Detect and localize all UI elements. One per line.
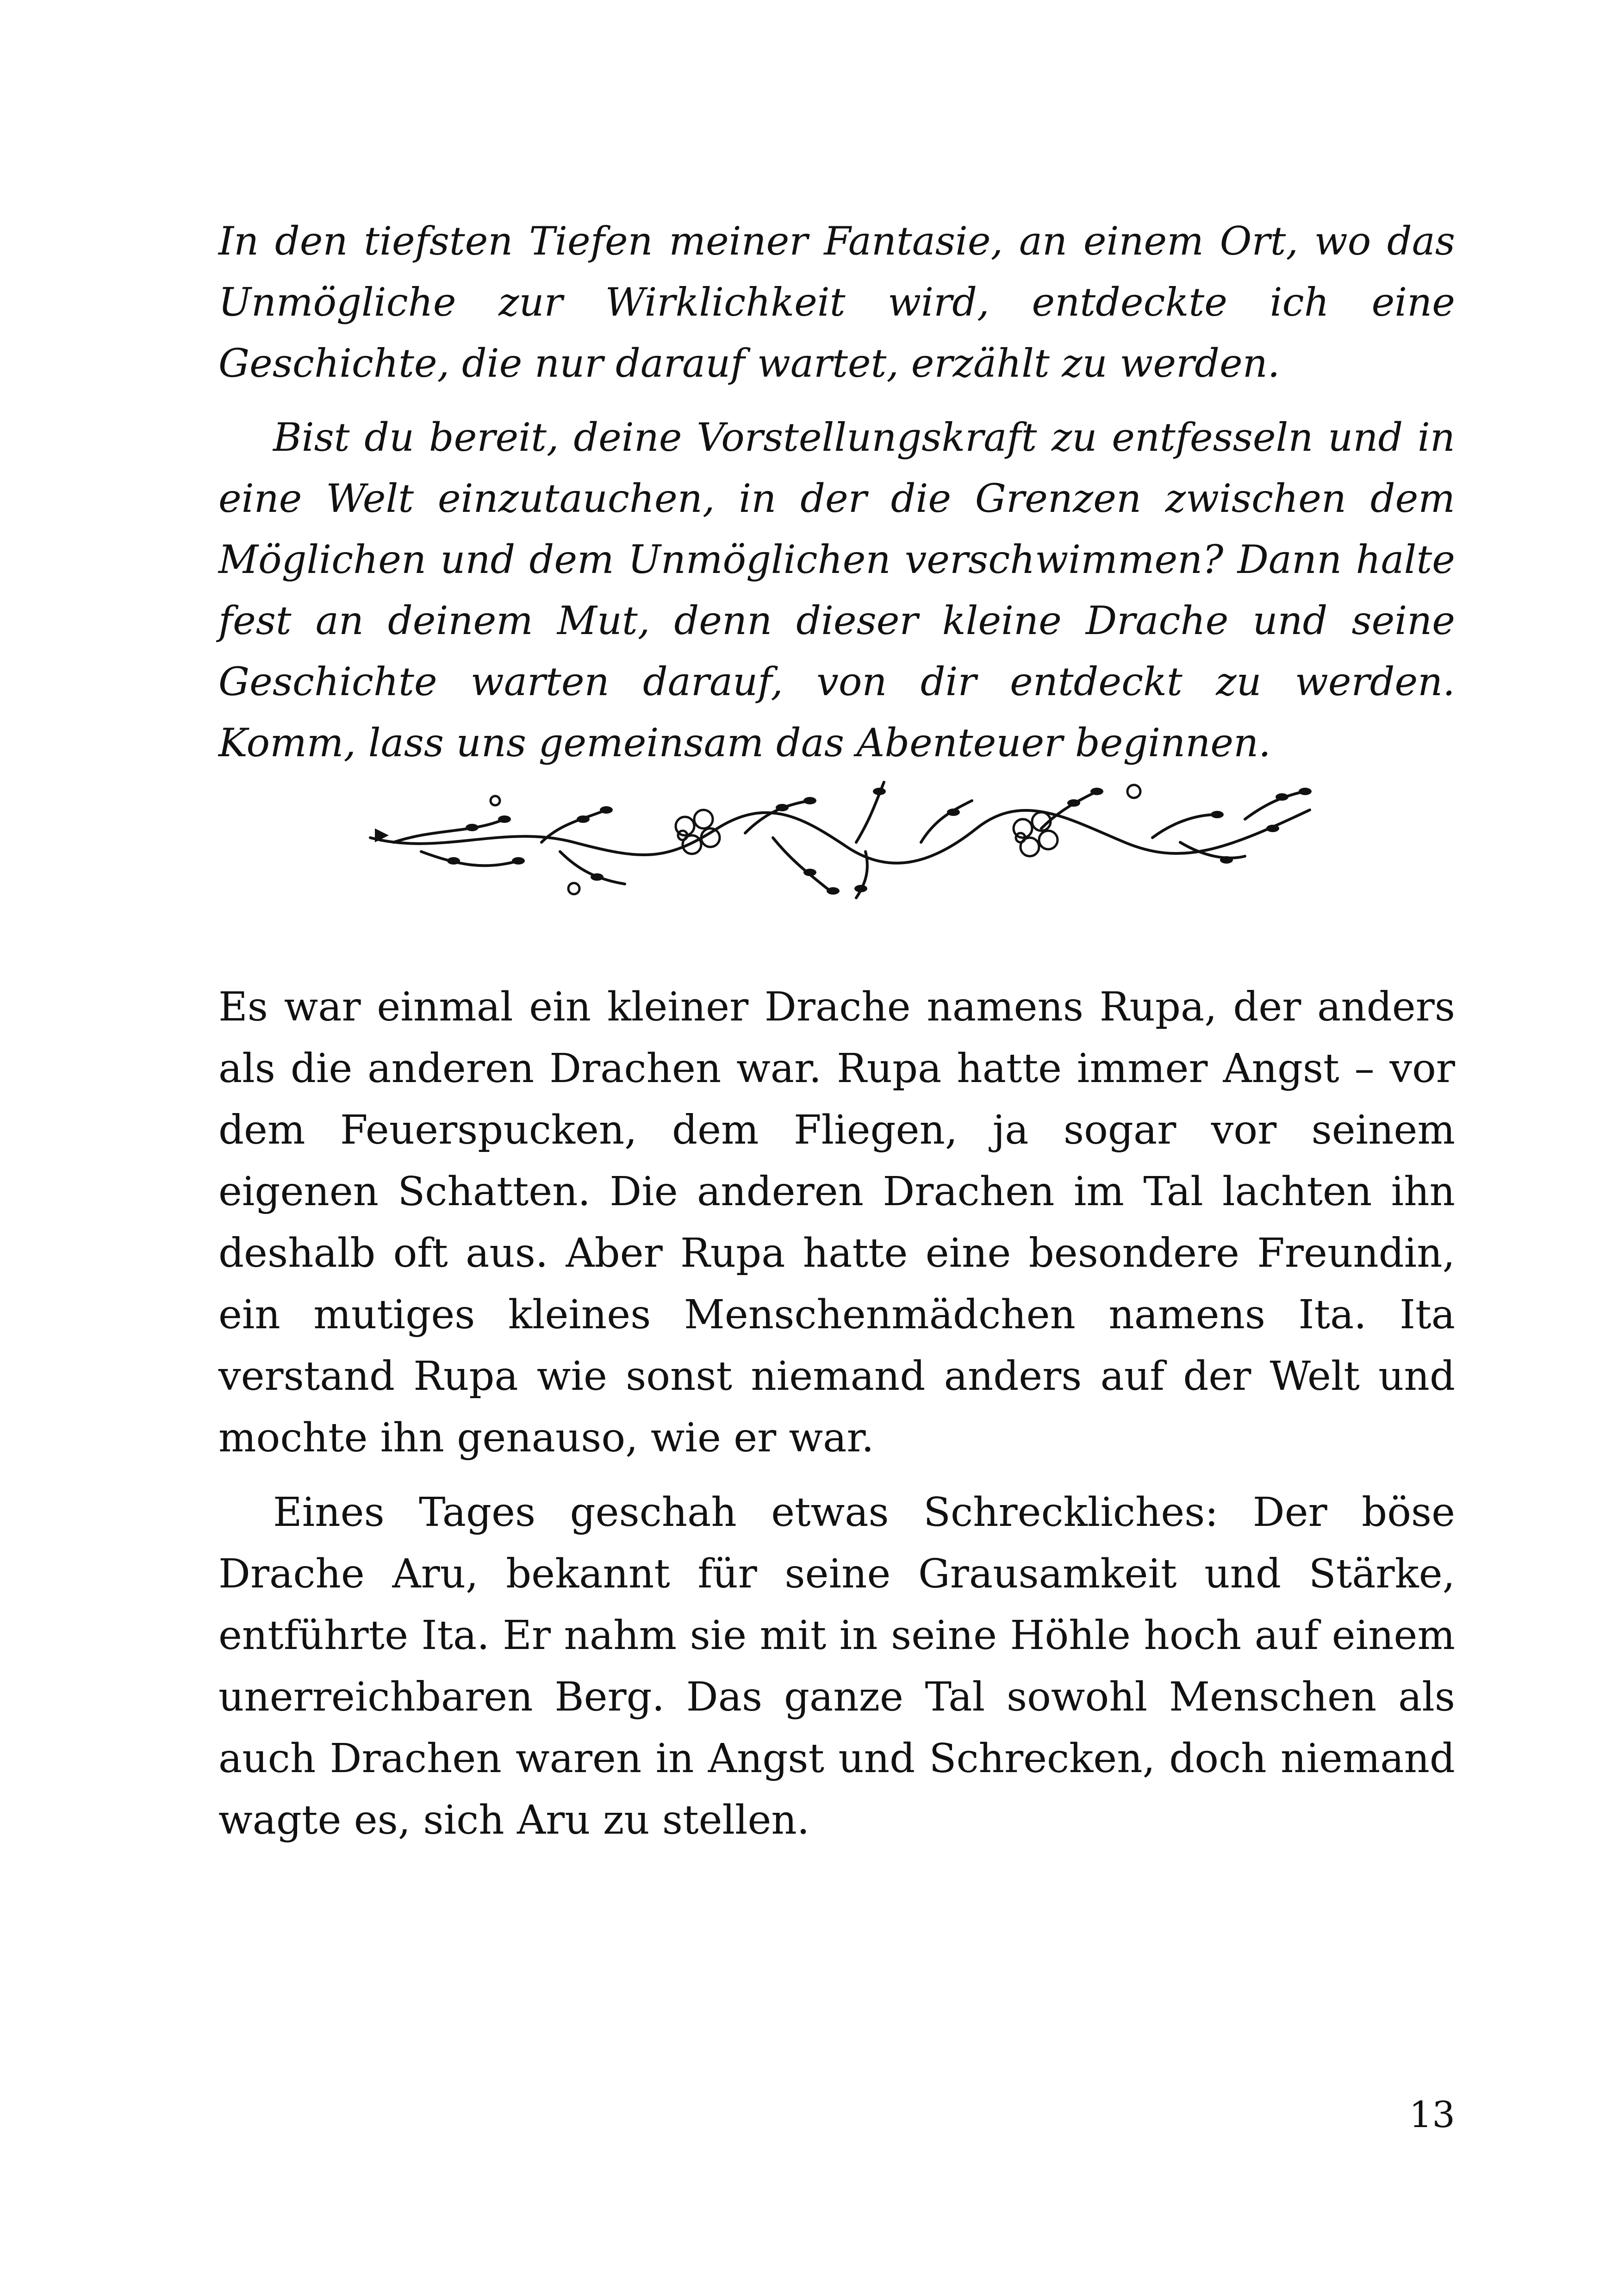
- story-paragraph-2: Eines Tages geschah etwas Schreckliches: Der böse Drache Aru, bekannt für seine Grausamkeit und Stärke, entführte Ita. Er nahm sie mit in seine Höhle hoch auf einem unerreichbaren Berg. Das ganze Tal sowohl Menschen als auch Drachen waren in Angst und Schrecken, doch niemand wagte es, sich Aru zu stellen.: [218, 1489, 1455, 1843]
- story-paragraph-1: Es war einmal ein kleiner Drache namens Rupa, der anders als die anderen Drachen war. Rupa hatte immer Angst – vor dem Feuerspucken, dem Fliegen, ja sogar vor seinem eigenen Schatten. Die anderen Drachen im Tal lachten ihn deshalb oft aus. Aber Rupa hatte eine besondere Freundin, ein mutiges kleines Menschenmädchen namens Ita. Ita verstand Rupa wie sonst niemand anders auf der Welt und mochte ihn genauso, wie er war.: [218, 984, 1455, 1461]
- floral-vine-divider-icon: [366, 773, 1314, 912]
- intro-paragraph-1: In den tiefsten Tiefen meiner Fantasie, an einem Ort, wo das Unmögliche zur Wirklichkeit wird, entdeckte ich eine Geschichte, die nur darauf wartet, erzählt zu werden.: [218, 218, 1455, 386]
- page-number: 13: [1409, 2094, 1455, 2136]
- intro-text: [218, 211, 1455, 773]
- intro-paragraph-2: Bist du bereit, deine Vorstellungskraft zu entfesseln und in eine Welt einzutauchen, in der die Grenzen zwischen dem Möglichen und dem Unmöglichen verschwimmen? Dann halte fest an deinem Mut, denn dieser kleine Drache und seine Geschichte warten darauf, von dir entdeckt zu werden. Komm, lass uns gemeinsam das Abenteuer beginnen.: [218, 415, 1455, 765]
- story-text: [218, 977, 1455, 1851]
